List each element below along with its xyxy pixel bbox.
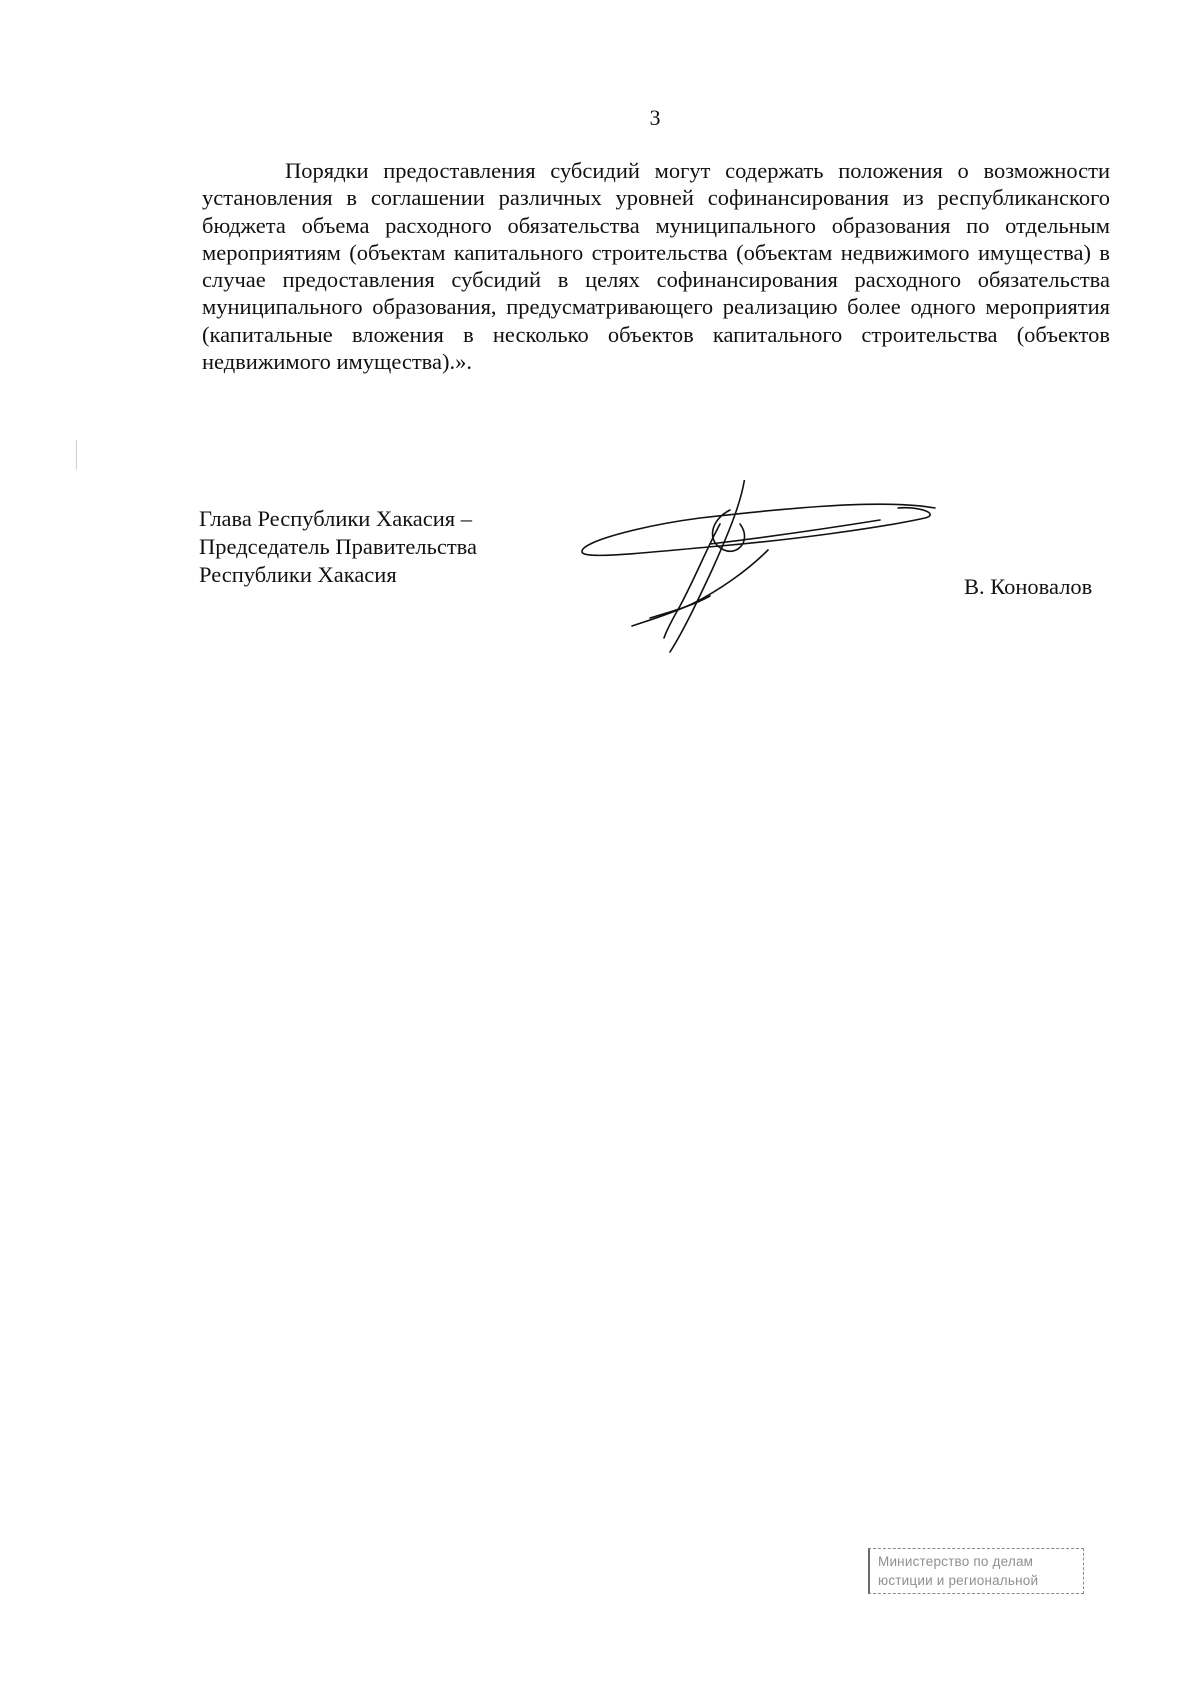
stamp-line: юстиции и региональной [878,1573,1039,1588]
scan-artifact [76,440,77,470]
signatory-title-line: Председатель Правительства [199,534,477,559]
signatory-name: В. Коновалов [964,574,1093,599]
registry-stamp [868,1548,1084,1594]
signatory-title-line: Глава Республики Хакасия – [199,506,473,531]
signatory-title [199,505,559,589]
body-paragraph: Порядки предоставления субсидий могут содержать положения о возможности установления в соглашении различных уровней софинансирования из республиканского бюджета объема расходного обязательства муниципального образования по отдельным мероприятиям (объектам капитального строительства (объектам недвижимого имущества) в случае предоставления субсидий в целях софинансирования расходного обязательства муниципального образования, предусматривающего реализацию более одного мероприятия (капитальные вложения в несколько объектов капитального строительства (объектов недвижимого имущества).». [202,158,1110,375]
stamp-line: Министерство по делам [878,1554,1034,1569]
page-number: 3 [649,105,661,130]
signatory-title-line: Республики Хакасия [199,562,397,587]
handwritten-signature [580,480,940,660]
